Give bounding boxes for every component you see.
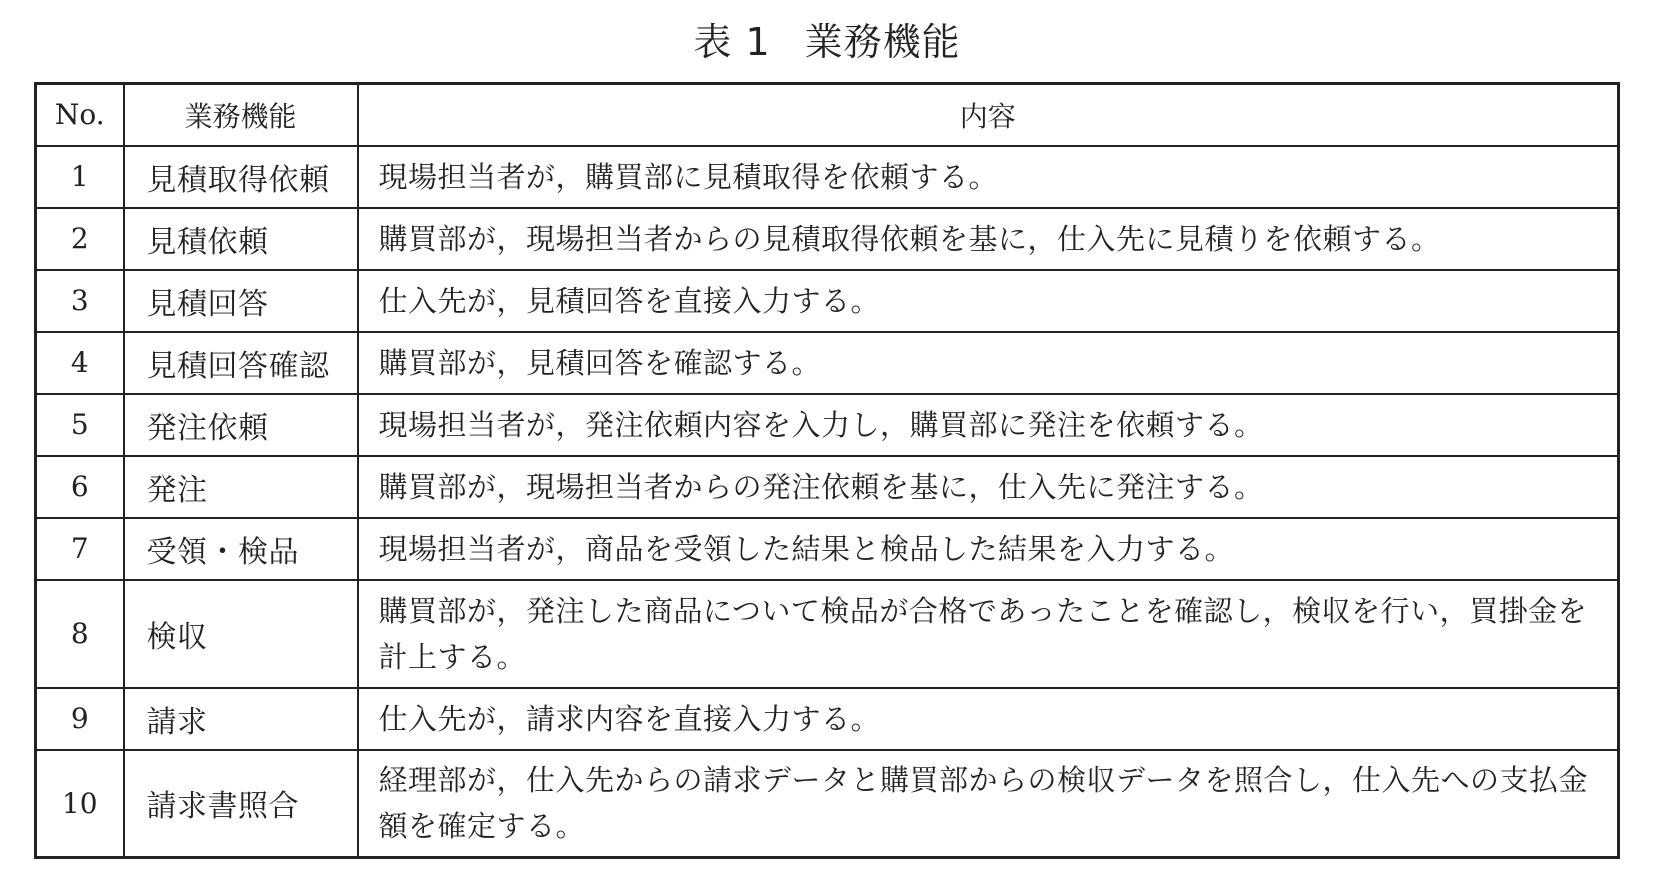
row-content: 仕入先が，見積回答を直接入力する。 <box>358 270 1619 332</box>
row-no: 1 <box>36 146 124 208</box>
row-function: 発注 <box>124 456 358 518</box>
row-no: 2 <box>36 208 124 270</box>
table-caption <box>0 18 1654 66</box>
table-row <box>36 146 1619 208</box>
table-caption-text: 業務機能 <box>804 20 961 64</box>
row-no: 3 <box>36 270 124 332</box>
row-no: 8 <box>36 580 124 688</box>
row-function: 請求 <box>124 688 358 750</box>
row-content: 経理部が，仕入先からの請求データと購買部からの検収データを照合し，仕入先への支払金額を確定する。 <box>358 750 1619 858</box>
header-no: No. <box>36 84 124 146</box>
row-function: 見積依頼 <box>124 208 358 270</box>
table-caption-number: 表 1 <box>693 20 771 64</box>
table-row <box>36 456 1619 518</box>
table-row <box>36 580 1619 688</box>
row-content: 購買部が，見積回答を確認する。 <box>358 332 1619 394</box>
row-function: 検収 <box>124 580 358 688</box>
row-no: 9 <box>36 688 124 750</box>
row-content: 購買部が，現場担当者からの発注依頼を基に，仕入先に発注する。 <box>358 456 1619 518</box>
row-no: 10 <box>36 750 124 858</box>
row-function: 見積取得依頼 <box>124 146 358 208</box>
table-row <box>36 270 1619 332</box>
table-row <box>36 518 1619 580</box>
row-function: 見積回答確認 <box>124 332 358 394</box>
table-row <box>36 208 1619 270</box>
table-row <box>36 750 1619 858</box>
row-content: 購買部が，発注した商品について検品が合格であったことを確認し，検収を行い，買掛金を計上する。 <box>358 580 1619 688</box>
row-no: 4 <box>36 332 124 394</box>
table-row <box>36 394 1619 456</box>
row-content: 現場担当者が，商品を受領した結果と検品した結果を入力する。 <box>358 518 1619 580</box>
header-function: 業務機能 <box>124 84 358 146</box>
row-content: 現場担当者が，発注依頼内容を入力し，購買部に発注を依頼する。 <box>358 394 1619 456</box>
row-content: 仕入先が，請求内容を直接入力する。 <box>358 688 1619 750</box>
row-function: 請求書照合 <box>124 750 358 858</box>
table-row <box>36 688 1619 750</box>
row-no: 5 <box>36 394 124 456</box>
row-no: 6 <box>36 456 124 518</box>
business-function-table <box>34 82 1620 859</box>
row-function: 受領・検品 <box>124 518 358 580</box>
row-function: 発注依頼 <box>124 394 358 456</box>
row-content: 現場担当者が，購買部に見積取得を依頼する。 <box>358 146 1619 208</box>
header-content: 内容 <box>358 84 1619 146</box>
row-function: 見積回答 <box>124 270 358 332</box>
row-no: 7 <box>36 518 124 580</box>
row-content: 購買部が，現場担当者からの見積取得依頼を基に，仕入先に見積りを依頼する。 <box>358 208 1619 270</box>
table-header-row <box>36 84 1619 146</box>
table-row <box>36 332 1619 394</box>
